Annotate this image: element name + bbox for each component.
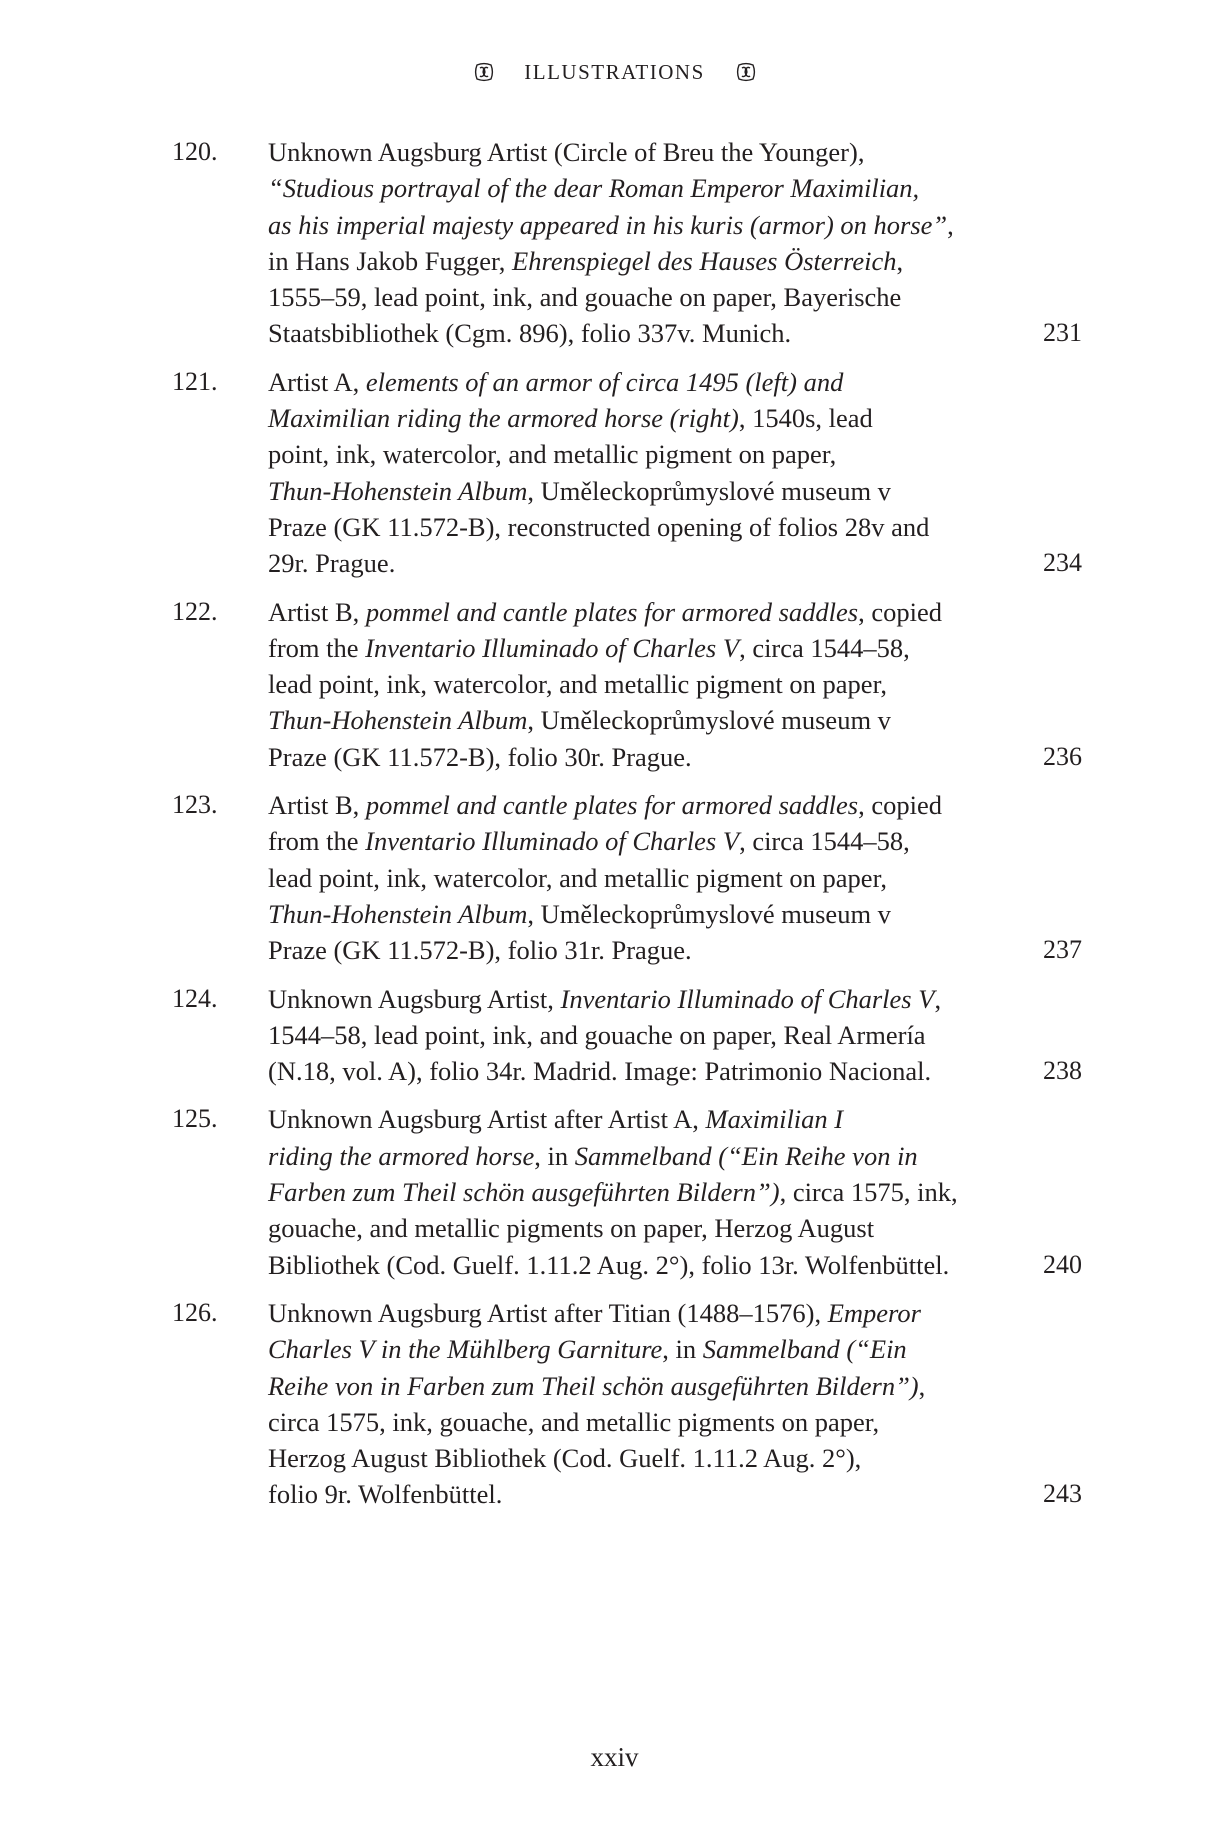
description-line <box>268 823 1030 859</box>
illustration-entry <box>172 134 1082 352</box>
description-line <box>268 1247 1030 1283</box>
description-line <box>268 279 1030 315</box>
italic-title-text: elements of an armor of circa 1495 (left) and <box>365 366 844 397</box>
description-text: Unknown Augsburg Artist, <box>268 983 561 1014</box>
entry-description <box>268 981 1030 1090</box>
italic-title-text: Thun-Hohenstein Album <box>268 705 528 736</box>
entry-number: 124. <box>172 983 218 1013</box>
italic-title-text: Emperor <box>827 1297 921 1328</box>
description-line <box>268 400 1030 436</box>
description-line <box>268 739 1030 775</box>
description-text: Unknown Augsburg Artist after Artist A, <box>268 1104 706 1135</box>
description-text: gouache, and metallic pigments on paper, Herzog August <box>268 1213 875 1244</box>
description-line <box>268 630 1030 666</box>
description-text: , circa 1575, ink, <box>779 1177 958 1208</box>
entry-description <box>268 1101 1030 1282</box>
illustration-entry <box>172 1101 1082 1282</box>
description-line <box>268 896 1030 932</box>
illustration-entry <box>172 364 1082 582</box>
description-text: , copied <box>858 596 942 627</box>
illustration-entry <box>172 1295 1082 1513</box>
description-text: (N.18, vol. A), folio 34r. Madrid. Image: Patrimonio Nacional. <box>268 1056 932 1087</box>
floral-fleuron-icon <box>474 62 494 82</box>
description-line <box>268 1101 1030 1137</box>
description-text: circa 1575, ink, gouache, and metallic pigments on paper, <box>268 1406 880 1437</box>
description-line <box>268 1404 1030 1440</box>
description-line <box>268 1295 1030 1331</box>
italic-title-text: “Studious portrayal of the dear Roman Emperor Maximilian, <box>268 173 920 204</box>
floral-fleuron-icon <box>736 62 756 82</box>
illustration-entry <box>172 594 1082 775</box>
description-text: Praze (GK 11.572-B), folio 30r. Prague. <box>268 741 692 772</box>
entry-page-number: 240 <box>1043 1249 1082 1279</box>
description-text: point, ink, watercolor, and metallic pigment on paper, <box>268 439 837 470</box>
italic-title-text: Inventario Illuminado of Charles V <box>365 632 740 663</box>
description-text: , in <box>534 1140 575 1171</box>
description-text: Praze (GK 11.572-B), reconstructed opening of folios 28v and <box>268 511 930 542</box>
description-text: Praze (GK 11.572-B), folio 31r. Prague. <box>268 935 692 966</box>
description-line <box>268 1053 1030 1089</box>
description-line <box>268 860 1030 896</box>
description-text: , circa 1544–58, <box>739 632 910 663</box>
description-line <box>268 1210 1030 1246</box>
description-line <box>268 545 1030 581</box>
description-text: Artist A, <box>268 366 366 397</box>
italic-title-text: Inventario Illuminado of Charles V <box>365 826 740 857</box>
description-line <box>268 1440 1030 1476</box>
italic-title-text: Maximilian I <box>705 1104 844 1135</box>
description-text: , copied <box>858 790 942 821</box>
entry-number: 125. <box>172 1104 218 1134</box>
entry-page-number: 238 <box>1043 1056 1082 1086</box>
illustration-list <box>172 134 1082 1525</box>
description-line <box>268 207 1030 243</box>
description-line <box>268 473 1030 509</box>
description-text: , <box>934 983 942 1014</box>
italic-title-text: Farben zum Theil schön ausgeführten Bildern”) <box>268 1177 780 1208</box>
description-text: lead point, ink, watercolor, and metallic pigment on paper, <box>268 862 887 893</box>
page-folio: xxiv <box>590 1742 639 1772</box>
description-line <box>268 1174 1030 1210</box>
entry-description <box>268 1295 1030 1513</box>
description-text: , 1540s, lead <box>738 403 873 434</box>
italic-title-text: pommel and cantle plates for armored saddles <box>365 790 859 821</box>
description-text: from the <box>268 826 366 857</box>
description-text: , circa 1544–58, <box>739 826 910 857</box>
entry-number: 126. <box>172 1297 218 1327</box>
italic-title-text: riding the armored horse <box>268 1140 535 1171</box>
entry-description <box>268 594 1030 775</box>
description-text: in Hans Jakob Fugger, <box>268 245 513 276</box>
description-line <box>268 932 1030 968</box>
description-text: , Uměleckoprůmyslové museum v <box>527 475 891 506</box>
italic-title-text: Charles V in the Mühlberg Garniture <box>268 1334 663 1365</box>
entry-description <box>268 364 1030 582</box>
description-text: , <box>896 245 904 276</box>
italic-title-text: Reihe von in Farben zum Theil schön ausgeführten Bildern”) <box>268 1370 919 1401</box>
entry-page-number: 243 <box>1043 1479 1082 1509</box>
description-line <box>268 594 1030 630</box>
description-line <box>268 787 1030 823</box>
italic-title-text: Inventario Illuminado of Charles V <box>560 983 935 1014</box>
description-text: , Uměleckoprůmyslové museum v <box>527 705 891 736</box>
description-text: Bibliothek (Cod. Guelf. 1.11.2 Aug. 2°), folio 13r. Wolfenbüttel. <box>268 1249 950 1280</box>
italic-title-text: Maximilian riding the armored horse (right) <box>268 403 739 434</box>
italic-title-text: pommel and cantle plates for armored saddles <box>365 596 859 627</box>
description-text: Artist B, <box>268 790 366 821</box>
description-line <box>268 981 1030 1017</box>
description-line <box>268 666 1030 702</box>
entry-number: 123. <box>172 790 218 820</box>
italic-title-text: Ehrenspiegel des Hauses Österreich <box>512 245 897 276</box>
description-line <box>268 1476 1030 1512</box>
description-text: from the <box>268 632 366 663</box>
description-text: Artist B, <box>268 596 366 627</box>
description-text: 1555–59, lead point, ink, and gouache on paper, Bayerische <box>268 282 902 313</box>
italic-title-text: Sammelband (“Ein Reihe von in <box>574 1140 918 1171</box>
entry-page-number: 234 <box>1043 548 1082 578</box>
description-line <box>268 170 1030 206</box>
description-line <box>268 1138 1030 1174</box>
description-text: , <box>918 1370 926 1401</box>
running-head-title: ILLUSTRATIONS <box>524 60 705 84</box>
description-text: , Uměleckoprůmyslové museum v <box>527 898 891 929</box>
italic-title-text: Sammelband (“Ein <box>702 1334 907 1365</box>
description-text: , in <box>662 1334 703 1365</box>
entry-page-number: 236 <box>1043 741 1082 771</box>
illustration-entry <box>172 981 1082 1090</box>
entry-number: 120. <box>172 137 218 166</box>
description-line <box>268 134 1030 170</box>
description-line <box>268 243 1030 279</box>
description-line <box>268 1368 1030 1404</box>
description-text: Unknown Augsburg Artist after Titian (1488–1576), <box>268 1297 828 1328</box>
description-text: lead point, ink, watercolor, and metallic pigment on paper, <box>268 669 887 700</box>
entry-page-number: 231 <box>1043 318 1082 348</box>
entry-page-number: 237 <box>1043 935 1082 965</box>
description-text: 1544–58, lead point, ink, and gouache on paper, Real Armería <box>268 1019 926 1050</box>
description-line <box>268 1331 1030 1367</box>
description-line <box>268 436 1030 472</box>
italic-title-text: Thun-Hohenstein Album <box>268 898 528 929</box>
running-head <box>0 60 1229 85</box>
description-text: Unknown Augsburg Artist (Circle of Breu the Younger), <box>268 137 865 167</box>
description-text: folio 9r. Wolfenbüttel. <box>268 1479 503 1510</box>
description-line <box>268 364 1030 400</box>
description-line <box>268 702 1030 738</box>
illustration-entry <box>172 787 1082 968</box>
entry-description <box>268 787 1030 968</box>
description-text: Herzog August Bibliothek (Cod. Guelf. 1.11.2 Aug. 2°), <box>268 1443 862 1474</box>
description-text: 29r. Prague. <box>268 548 396 579</box>
italic-title-text: as his imperial majesty appeared in his kuris (armor) on horse” <box>268 209 948 240</box>
description-line <box>268 509 1030 545</box>
description-line <box>268 1017 1030 1053</box>
description-line <box>268 315 1030 351</box>
entry-number: 122. <box>172 596 218 626</box>
entry-description <box>268 134 1030 352</box>
description-text: Staatsbibliothek (Cgm. 896), folio 337v. Munich. <box>268 318 792 349</box>
description-text: , <box>947 209 954 240</box>
entry-number: 121. <box>172 366 218 396</box>
italic-title-text: Thun-Hohenstein Album <box>268 475 528 506</box>
